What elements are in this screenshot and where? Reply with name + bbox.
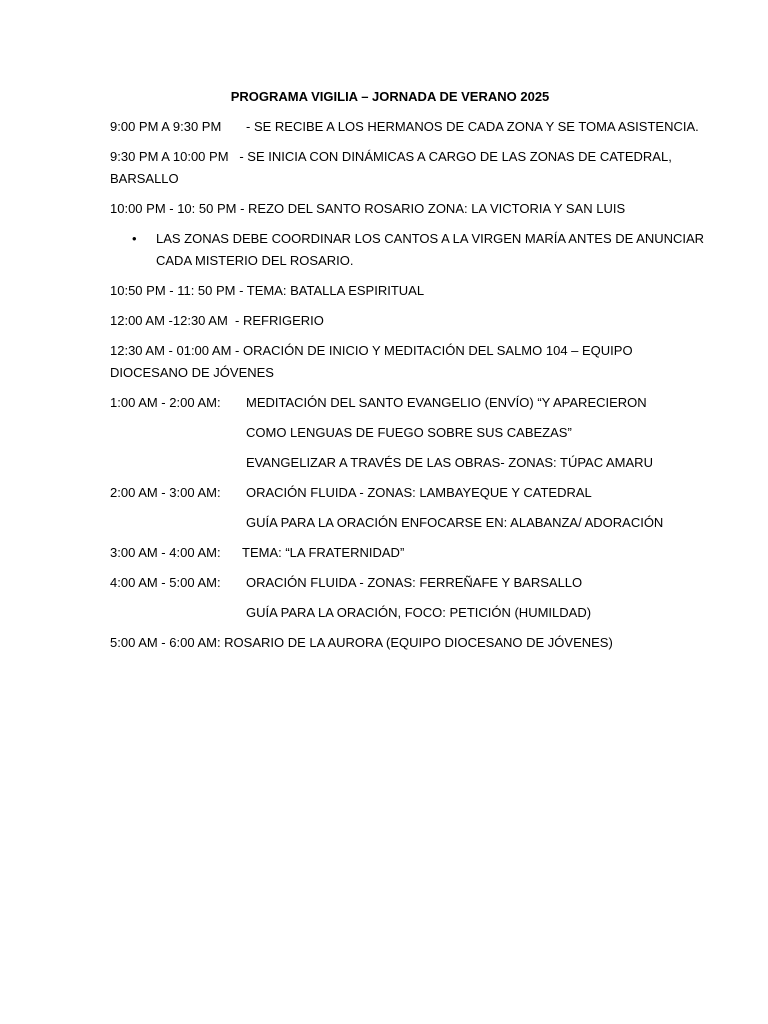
schedule-item-11: 5:00 AM - 6:00 AM: ROSARIO DE LA AURORA (EQUIPO DIOCESANO DE JÓVENES): [110, 635, 613, 650]
item-text-line: BARSALLO: [110, 171, 179, 186]
schedule-item-10: [110, 572, 708, 594]
schedule-item-9: [110, 542, 708, 564]
item-text: ORACIÓN FLUIDA - ZONAS: LAMBAYEQUE Y CATEDRAL: [246, 485, 592, 500]
document-title: PROGRAMA VIGILIA – JORNADA DE VERANO 2025: [230, 89, 550, 104]
schedule-item-4: 10:50 PM - 11: 50 PM - TEMA: BATALLA ESPIRITUAL: [110, 283, 425, 298]
schedule-item-1: [110, 116, 708, 138]
bullet-list: [110, 228, 708, 272]
item-continuation: EVANGELIZAR A TRAVÉS DE LAS OBRAS- ZONAS: TÚPAC AMARU: [246, 455, 653, 470]
schedule-item-2: [110, 146, 708, 190]
item-text: - SE RECIBE A LOS HERMANOS DE CADA ZONA Y SE TOMA ASISTENCIA.: [246, 119, 699, 134]
item-continuation: GUÍA PARA LA ORACIÓN, FOCO: PETICIÓN (HUMILDAD): [246, 605, 592, 620]
schedule-item-7: [110, 392, 708, 414]
item-time: 4:00 AM - 5:00 AM:: [110, 575, 221, 590]
item-time: 9:00 PM A 9:30 PM: [110, 119, 222, 134]
item-text-line: 9:30 PM A 10:00 PM - SE INICIA CON DINÁMICAS A CARGO DE LAS ZONAS DE CATEDRAL,: [110, 149, 672, 164]
item-continuation: COMO LENGUAS DE FUEGO SOBRE SUS CABEZAS”: [246, 425, 572, 440]
item-text: TEMA: “LA FRATERNIDAD”: [242, 545, 405, 560]
bullet-icon: •: [132, 231, 137, 246]
item-time: 1:00 AM - 2:00 AM:: [110, 395, 221, 410]
list-item-text: LAS ZONAS DEBE COORDINAR LOS CANTOS A LA VIRGEN MARÍA ANTES DE ANUNCIAR CADA MISTERIO DEL ROSARIO.: [156, 231, 705, 268]
schedule-item-6: 12:30 AM - 01:00 AM - ORACIÓN DE INICIO Y MEDITACIÓN DEL SALMO 104 – EQUIPO DIOCESANO DE JÓVENES: [110, 343, 633, 380]
item-continuation: GUÍA PARA LA ORACIÓN ENFOCARSE EN: ALABANZA/ ADORACIÓN: [246, 515, 664, 530]
item-text: MEDITACIÓN DEL SANTO EVANGELIO (ENVÍO) “Y APARECIERON: [246, 395, 647, 410]
schedule-item-5: 12:00 AM -12:30 AM - REFRIGERIO: [110, 313, 324, 328]
item-time: 3:00 AM - 4:00 AM:: [110, 545, 221, 560]
list-item: [132, 228, 708, 272]
schedule-item-3: 10:00 PM - 10: 50 PM - REZO DEL SANTO ROSARIO ZONA: LA VICTORIA Y SAN LUIS: [110, 201, 626, 216]
item-text: ORACIÓN FLUIDA - ZONAS: FERREÑAFE Y BARSALLO: [246, 575, 583, 590]
item-time: 2:00 AM - 3:00 AM:: [110, 485, 221, 500]
schedule-item-8: [110, 482, 708, 504]
